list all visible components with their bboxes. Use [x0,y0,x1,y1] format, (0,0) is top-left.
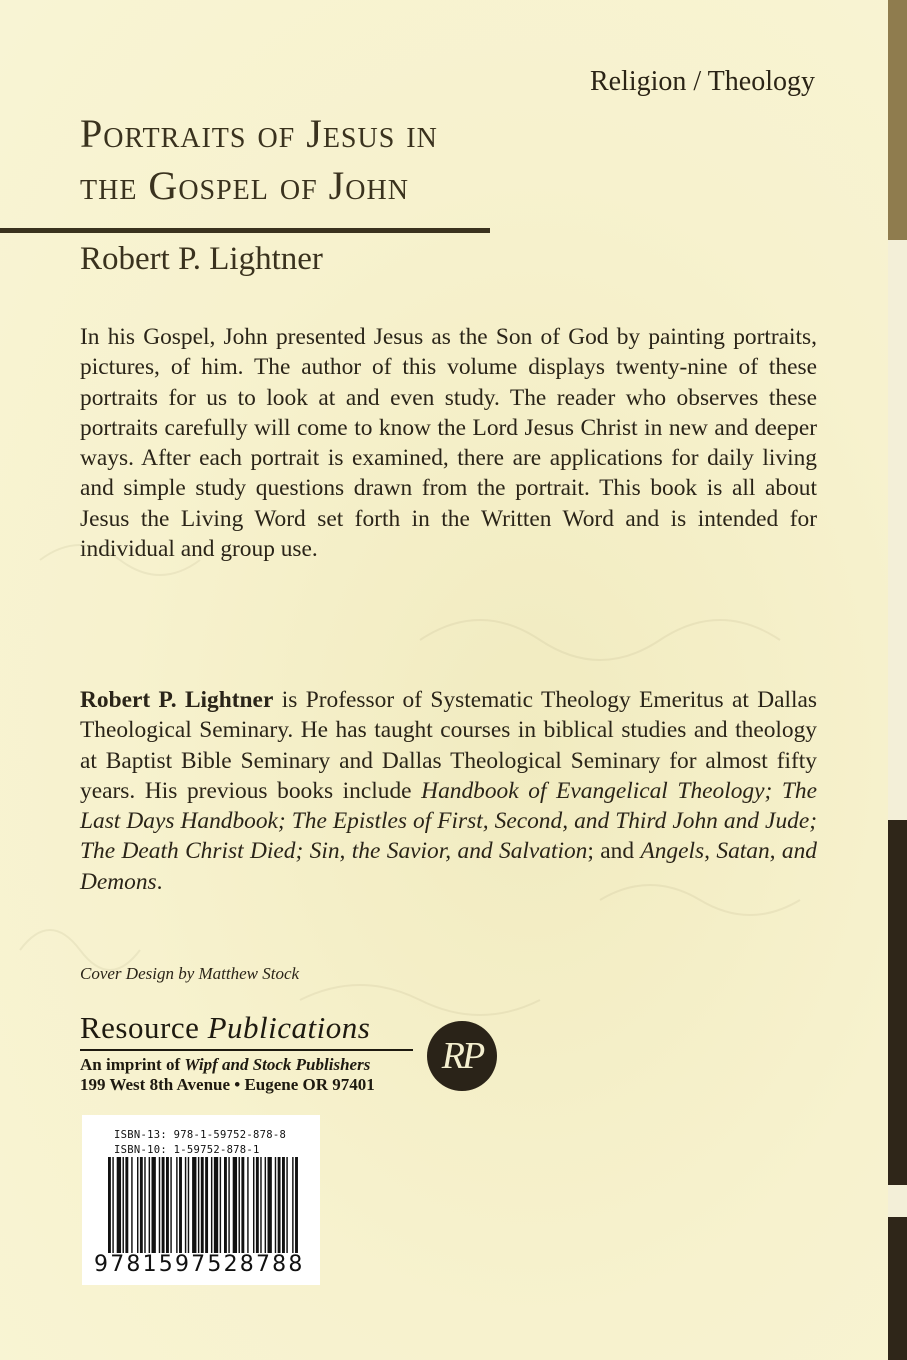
barcode-bar [170,1157,171,1253]
barcode-bar [166,1157,169,1253]
barcode-bar [292,1157,293,1253]
book-title-line-2: the Gospel of John [80,163,409,208]
author-bio-name: Robert P. Lightner [80,687,274,713]
barcode-bar [192,1157,196,1253]
barcode-bar [205,1157,208,1253]
title-divider [0,228,490,233]
barcode-bar [140,1157,143,1253]
barcode-bar [247,1157,248,1253]
spine-band-dark-lower [888,1217,907,1360]
author-bio [80,685,817,897]
barcode-bar [228,1157,229,1253]
barcode-panel [82,1115,320,1285]
publisher-block [80,1010,420,1095]
barcode-bar [137,1157,138,1253]
author-bio-text: is Professor of Systematic Theology Emeritus at Dallas Theological Seminary. He has taught courses in biblical studies and theology at Baptist Bible Seminary and Dallas Theological Seminary for almost fifty years. His previous books include [80,687,817,804]
author-bio-books-last: Angels, Satan, and Demons [80,838,817,895]
publisher-divider [80,1049,413,1051]
publisher-imprint-prefix: An imprint of [80,1055,185,1074]
barcode-bar [152,1157,156,1253]
barcode-bar [253,1157,254,1253]
barcode-bar [201,1157,204,1253]
barcode-bar [159,1157,160,1253]
barcode-bar [286,1157,287,1253]
book-title [80,108,540,212]
publisher-imprint [80,1055,420,1075]
author-bio-end: . [156,868,163,895]
barcode-bar [125,1157,128,1253]
barcode-bar [185,1157,186,1253]
book-title-line-1: Portraits of Jesus in [80,111,438,156]
isbn-13: ISBN-13: 978-1-59752-878-8 [114,1129,287,1141]
barcode-bar [112,1157,113,1253]
spine-band-dark [888,820,907,1185]
author-bio-books: Handbook of Evangelical Theology; The Last Days Handbook; The Epistles of First, Second, and Third John and Jude; The Death Christ Died; Sin, the Savior, and Salvation [80,777,818,865]
author-name: Robert P. Lightner [80,241,323,277]
barcode-bar [179,1157,182,1253]
barcode-bar [188,1157,189,1253]
barcode-bar [176,1157,177,1253]
barcode-bar [233,1157,237,1253]
barcode-digits: 9781597528788 [94,1252,305,1277]
barcode-bar [256,1157,259,1253]
barcode-bar [278,1157,281,1253]
barcode-bar [131,1157,132,1253]
barcode-bar [214,1157,218,1253]
publisher-name [80,1010,420,1046]
isbn-10: ISBN-10: 1-59752-878-1 [114,1144,260,1156]
barcode-bar [211,1157,212,1253]
barcode-bar [144,1157,145,1253]
barcode-bar [268,1157,272,1253]
cover-design-credit: Cover Design by Matthew Stock [80,964,300,983]
spine-band-light [888,240,907,820]
barcode-bar [239,1157,240,1253]
barcode-bar [117,1157,121,1253]
barcode-bar [282,1157,285,1253]
barcode-bar [265,1157,266,1253]
publisher-logo-icon: RP [427,1021,497,1091]
barcode-bars [106,1157,302,1253]
author-bio-separator: ; and [587,838,641,865]
category-label: Religion / Theology [589,66,815,97]
publisher-name-regular: Resource [80,1010,200,1045]
barcode-bar [224,1157,227,1253]
publisher-imprint-name: Wipf and Stock Publishers [184,1055,371,1074]
barcode-bar [123,1157,124,1253]
barcode-bar [241,1157,244,1253]
barcode-bar [275,1157,276,1253]
barcode-bar [162,1157,165,1253]
book-description: In his Gospel, John presented Jesus as the Son of God by painting portraits, pictures, of him. The author of this volume displays twenty-nine of these portraits for us to look at and even study. The reader who observes these portraits carefully will come to know the Lord Jesus Christ in new and deeper ways. After each portrait is examined, there are applications for daily living and simple study questions drawn from the portrait. This book is all about Jesus the Living Word set forth in the Written Word and is intended for individual and group use. [80,324,817,563]
barcode-bar [108,1157,111,1253]
publisher-address: 199 West 8th Avenue • Eugene OR 97401 [80,1075,375,1094]
barcode-bar [220,1157,221,1253]
spine-band-gold [888,0,907,240]
barcode-bar [198,1157,199,1253]
barcode-bar [260,1157,261,1253]
barcode-bar [149,1157,150,1253]
barcode-bar [295,1157,298,1253]
publisher-name-italic: Publications [207,1010,371,1045]
spine-band-light-lower [888,1185,907,1217]
